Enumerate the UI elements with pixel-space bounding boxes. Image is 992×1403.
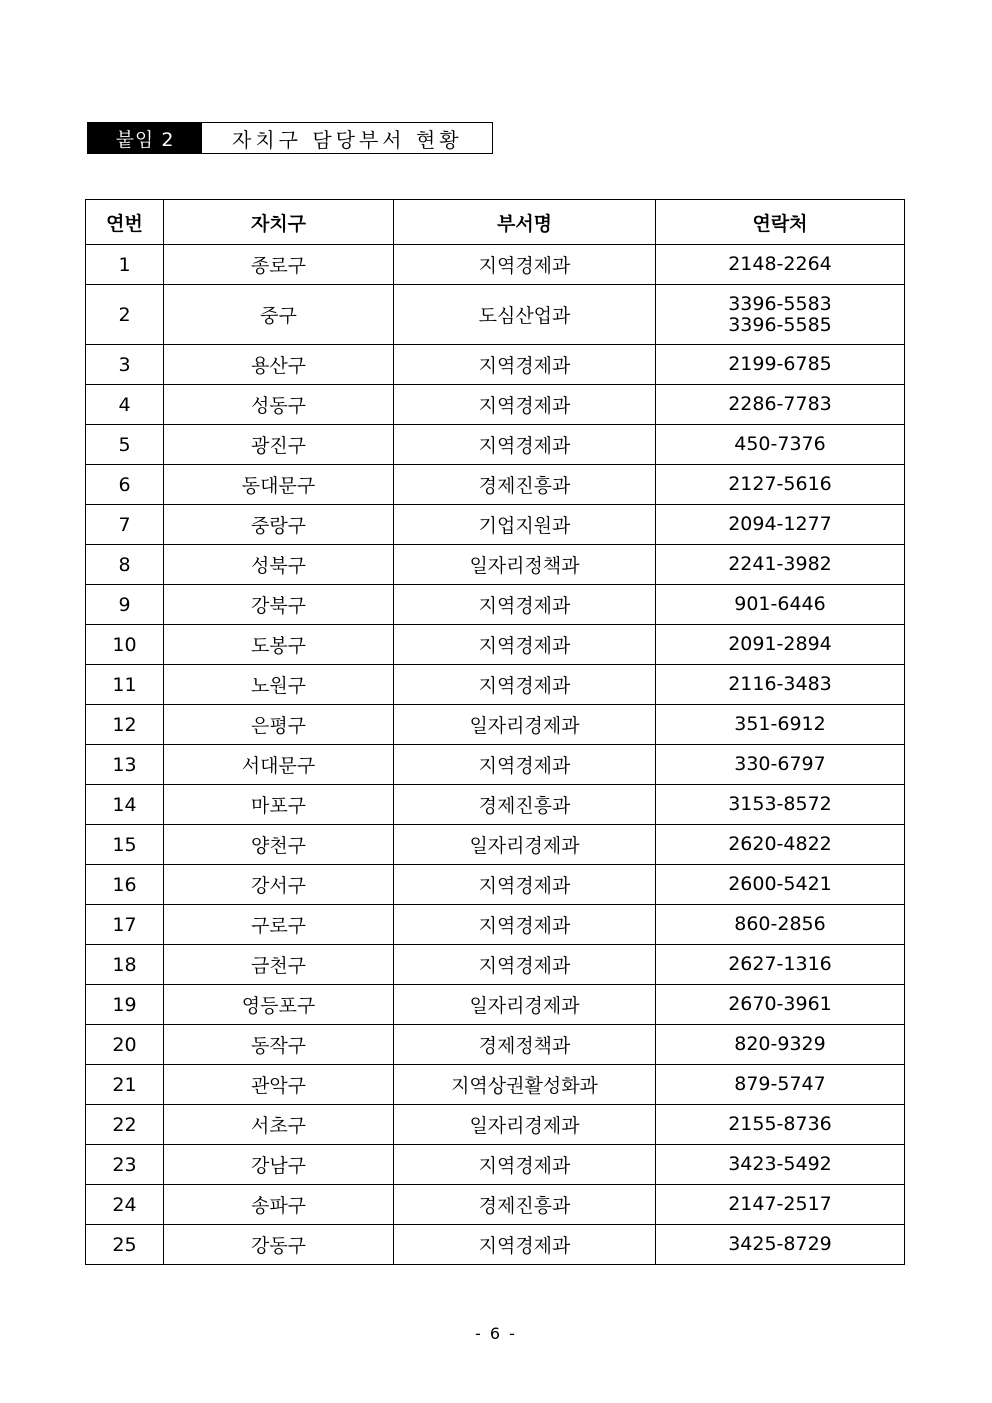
cell-district: 노원구 — [164, 665, 394, 705]
phone-number: 3396-5583 — [728, 292, 832, 315]
cell-contact — [656, 385, 905, 425]
table-row — [86, 945, 905, 985]
cell-contact — [656, 1065, 905, 1105]
table-row — [86, 665, 905, 705]
cell-department: 지역경제과 — [394, 905, 656, 945]
table-row — [86, 1185, 905, 1225]
cell-district: 마포구 — [164, 785, 394, 825]
table-row — [86, 505, 905, 545]
cell-contact — [656, 665, 905, 705]
cell-district: 동대문구 — [164, 465, 394, 505]
cell-no: 18 — [86, 945, 164, 985]
cell-district: 강서구 — [164, 865, 394, 905]
table-row — [86, 545, 905, 585]
cell-district: 동작구 — [164, 1025, 394, 1065]
table-row — [86, 345, 905, 385]
cell-district: 송파구 — [164, 1185, 394, 1225]
cell-department: 지역경제과 — [394, 945, 656, 985]
cell-no: 16 — [86, 865, 164, 905]
attachment-header — [87, 122, 493, 154]
cell-contact — [656, 985, 905, 1025]
cell-no: 23 — [86, 1145, 164, 1185]
cell-no: 10 — [86, 625, 164, 665]
phone-number: 2155-8736 — [728, 1113, 832, 1135]
table-row — [86, 585, 905, 625]
cell-contact — [656, 825, 905, 865]
cell-contact — [656, 1225, 905, 1265]
phone-number: 2094-1277 — [728, 513, 832, 535]
cell-district: 금천구 — [164, 945, 394, 985]
table-row — [86, 385, 905, 425]
cell-district: 광진구 — [164, 425, 394, 465]
phone-number: 860-2856 — [734, 913, 826, 935]
phone-number: 2620-4822 — [728, 833, 832, 855]
cell-department: 지역경제과 — [394, 745, 656, 785]
table-row — [86, 825, 905, 865]
cell-contact — [656, 905, 905, 945]
cell-no: 24 — [86, 1185, 164, 1225]
cell-no: 3 — [86, 345, 164, 385]
phone-number: 2627-1316 — [728, 953, 832, 975]
phone-number: 2091-2894 — [728, 633, 832, 655]
cell-no: 7 — [86, 505, 164, 545]
phone-number: 2600-5421 — [728, 873, 832, 895]
cell-department: 지역경제과 — [394, 345, 656, 385]
cell-contact — [656, 1185, 905, 1225]
phone-number: 450-7376 — [734, 433, 826, 455]
cell-department: 지역경제과 — [394, 1145, 656, 1185]
cell-no: 1 — [86, 245, 164, 285]
cell-department: 경제진흥과 — [394, 1185, 656, 1225]
table-row — [86, 1145, 905, 1185]
table-row — [86, 985, 905, 1025]
cell-contact — [656, 945, 905, 985]
cell-no: 17 — [86, 905, 164, 945]
cell-district: 강북구 — [164, 585, 394, 625]
cell-district: 용산구 — [164, 345, 394, 385]
cell-department: 경제정책과 — [394, 1025, 656, 1065]
phone-number: 901-6446 — [734, 593, 826, 615]
cell-department: 지역경제과 — [394, 245, 656, 285]
phone-number: 351-6912 — [734, 713, 826, 735]
table-row — [86, 745, 905, 785]
phone-number: 879-5747 — [734, 1073, 826, 1095]
cell-department: 지역경제과 — [394, 425, 656, 465]
cell-district: 서초구 — [164, 1105, 394, 1145]
attachment-label: 붙임 2 — [88, 123, 202, 153]
table-header-row — [86, 200, 905, 245]
column-header-contact: 연락처 — [656, 200, 905, 245]
cell-contact — [656, 345, 905, 385]
cell-district: 서대문구 — [164, 745, 394, 785]
cell-department: 도심산업과 — [394, 285, 656, 345]
table-row — [86, 1225, 905, 1265]
cell-no: 15 — [86, 825, 164, 865]
cell-department: 지역경제과 — [394, 865, 656, 905]
cell-contact — [656, 865, 905, 905]
table-row — [86, 245, 905, 285]
phone-number: 2148-2264 — [728, 253, 832, 275]
cell-department: 지역경제과 — [394, 625, 656, 665]
cell-department: 경제진흥과 — [394, 465, 656, 505]
column-header-no: 연번 — [86, 200, 164, 245]
cell-department: 지역경제과 — [394, 585, 656, 625]
cell-district: 종로구 — [164, 245, 394, 285]
cell-district: 강남구 — [164, 1145, 394, 1185]
table-row — [86, 785, 905, 825]
cell-no: 9 — [86, 585, 164, 625]
cell-contact — [656, 745, 905, 785]
cell-no: 21 — [86, 1065, 164, 1105]
cell-contact — [656, 1025, 905, 1065]
cell-department: 일자리정책과 — [394, 545, 656, 585]
cell-department: 지역상권활성화과 — [394, 1065, 656, 1105]
phone-number: 820-9329 — [734, 1033, 826, 1055]
document-title: 자치구 담당부서 현황 — [232, 127, 463, 152]
cell-department: 일자리경제과 — [394, 1105, 656, 1145]
phone-number: 2286-7783 — [728, 393, 832, 415]
cell-department: 지역경제과 — [394, 385, 656, 425]
cell-district: 양천구 — [164, 825, 394, 865]
cell-contact — [656, 465, 905, 505]
cell-district: 강동구 — [164, 1225, 394, 1265]
table-row — [86, 1025, 905, 1065]
table-row — [86, 1105, 905, 1145]
column-header-department: 부서명 — [394, 200, 656, 245]
phone-number: 2127-5616 — [728, 473, 832, 495]
cell-no: 20 — [86, 1025, 164, 1065]
table-row — [86, 705, 905, 745]
cell-contact — [656, 625, 905, 665]
cell-no: 14 — [86, 785, 164, 825]
phone-number: 2241-3982 — [728, 553, 832, 575]
cell-contact — [656, 245, 905, 285]
phone-number: 3396-5585 — [728, 313, 832, 336]
cell-department: 경제진흥과 — [394, 785, 656, 825]
cell-no: 4 — [86, 385, 164, 425]
column-header-district: 자치구 — [164, 200, 394, 245]
cell-department: 기업지원과 — [394, 505, 656, 545]
cell-no: 22 — [86, 1105, 164, 1145]
table-row — [86, 425, 905, 465]
cell-department: 일자리경제과 — [394, 985, 656, 1025]
phone-number: 3425-8729 — [728, 1233, 832, 1255]
table-row — [86, 625, 905, 665]
cell-contact — [656, 285, 905, 345]
cell-no: 8 — [86, 545, 164, 585]
cell-no: 11 — [86, 665, 164, 705]
table-row — [86, 285, 905, 345]
cell-contact — [656, 705, 905, 745]
table-row — [86, 905, 905, 945]
phone-number: 2116-3483 — [728, 673, 832, 695]
cell-contact — [656, 1105, 905, 1145]
cell-district: 성동구 — [164, 385, 394, 425]
table-row — [86, 865, 905, 905]
cell-district: 은평구 — [164, 705, 394, 745]
cell-no: 12 — [86, 705, 164, 745]
cell-contact — [656, 1145, 905, 1185]
cell-no: 2 — [86, 285, 164, 345]
table-body — [86, 245, 905, 1265]
table-row — [86, 1065, 905, 1105]
district-department-table — [85, 199, 905, 1265]
cell-no: 25 — [86, 1225, 164, 1265]
cell-contact — [656, 425, 905, 465]
table-row — [86, 465, 905, 505]
cell-no: 19 — [86, 985, 164, 1025]
phone-number: 330-6797 — [734, 753, 826, 775]
cell-department: 일자리경제과 — [394, 705, 656, 745]
phone-number: 3423-5492 — [728, 1153, 832, 1175]
cell-no: 5 — [86, 425, 164, 465]
cell-district: 중구 — [164, 285, 394, 345]
cell-no: 6 — [86, 465, 164, 505]
cell-contact — [656, 505, 905, 545]
cell-district: 관악구 — [164, 1065, 394, 1105]
cell-contact — [656, 545, 905, 585]
cell-department: 일자리경제과 — [394, 825, 656, 865]
cell-contact — [656, 585, 905, 625]
page-number: - 6 - — [475, 1324, 517, 1343]
phone-number: 2147-2517 — [728, 1193, 832, 1215]
cell-contact — [656, 785, 905, 825]
phone-number: 2199-6785 — [728, 353, 832, 375]
phone-number: 3153-8572 — [728, 793, 832, 815]
cell-department: 지역경제과 — [394, 1225, 656, 1265]
phone-number: 2670-3961 — [728, 993, 832, 1015]
cell-district: 영등포구 — [164, 985, 394, 1025]
cell-no: 13 — [86, 745, 164, 785]
cell-district: 구로구 — [164, 905, 394, 945]
cell-district: 도봉구 — [164, 625, 394, 665]
cell-district: 성북구 — [164, 545, 394, 585]
cell-district: 중랑구 — [164, 505, 394, 545]
cell-department: 지역경제과 — [394, 665, 656, 705]
